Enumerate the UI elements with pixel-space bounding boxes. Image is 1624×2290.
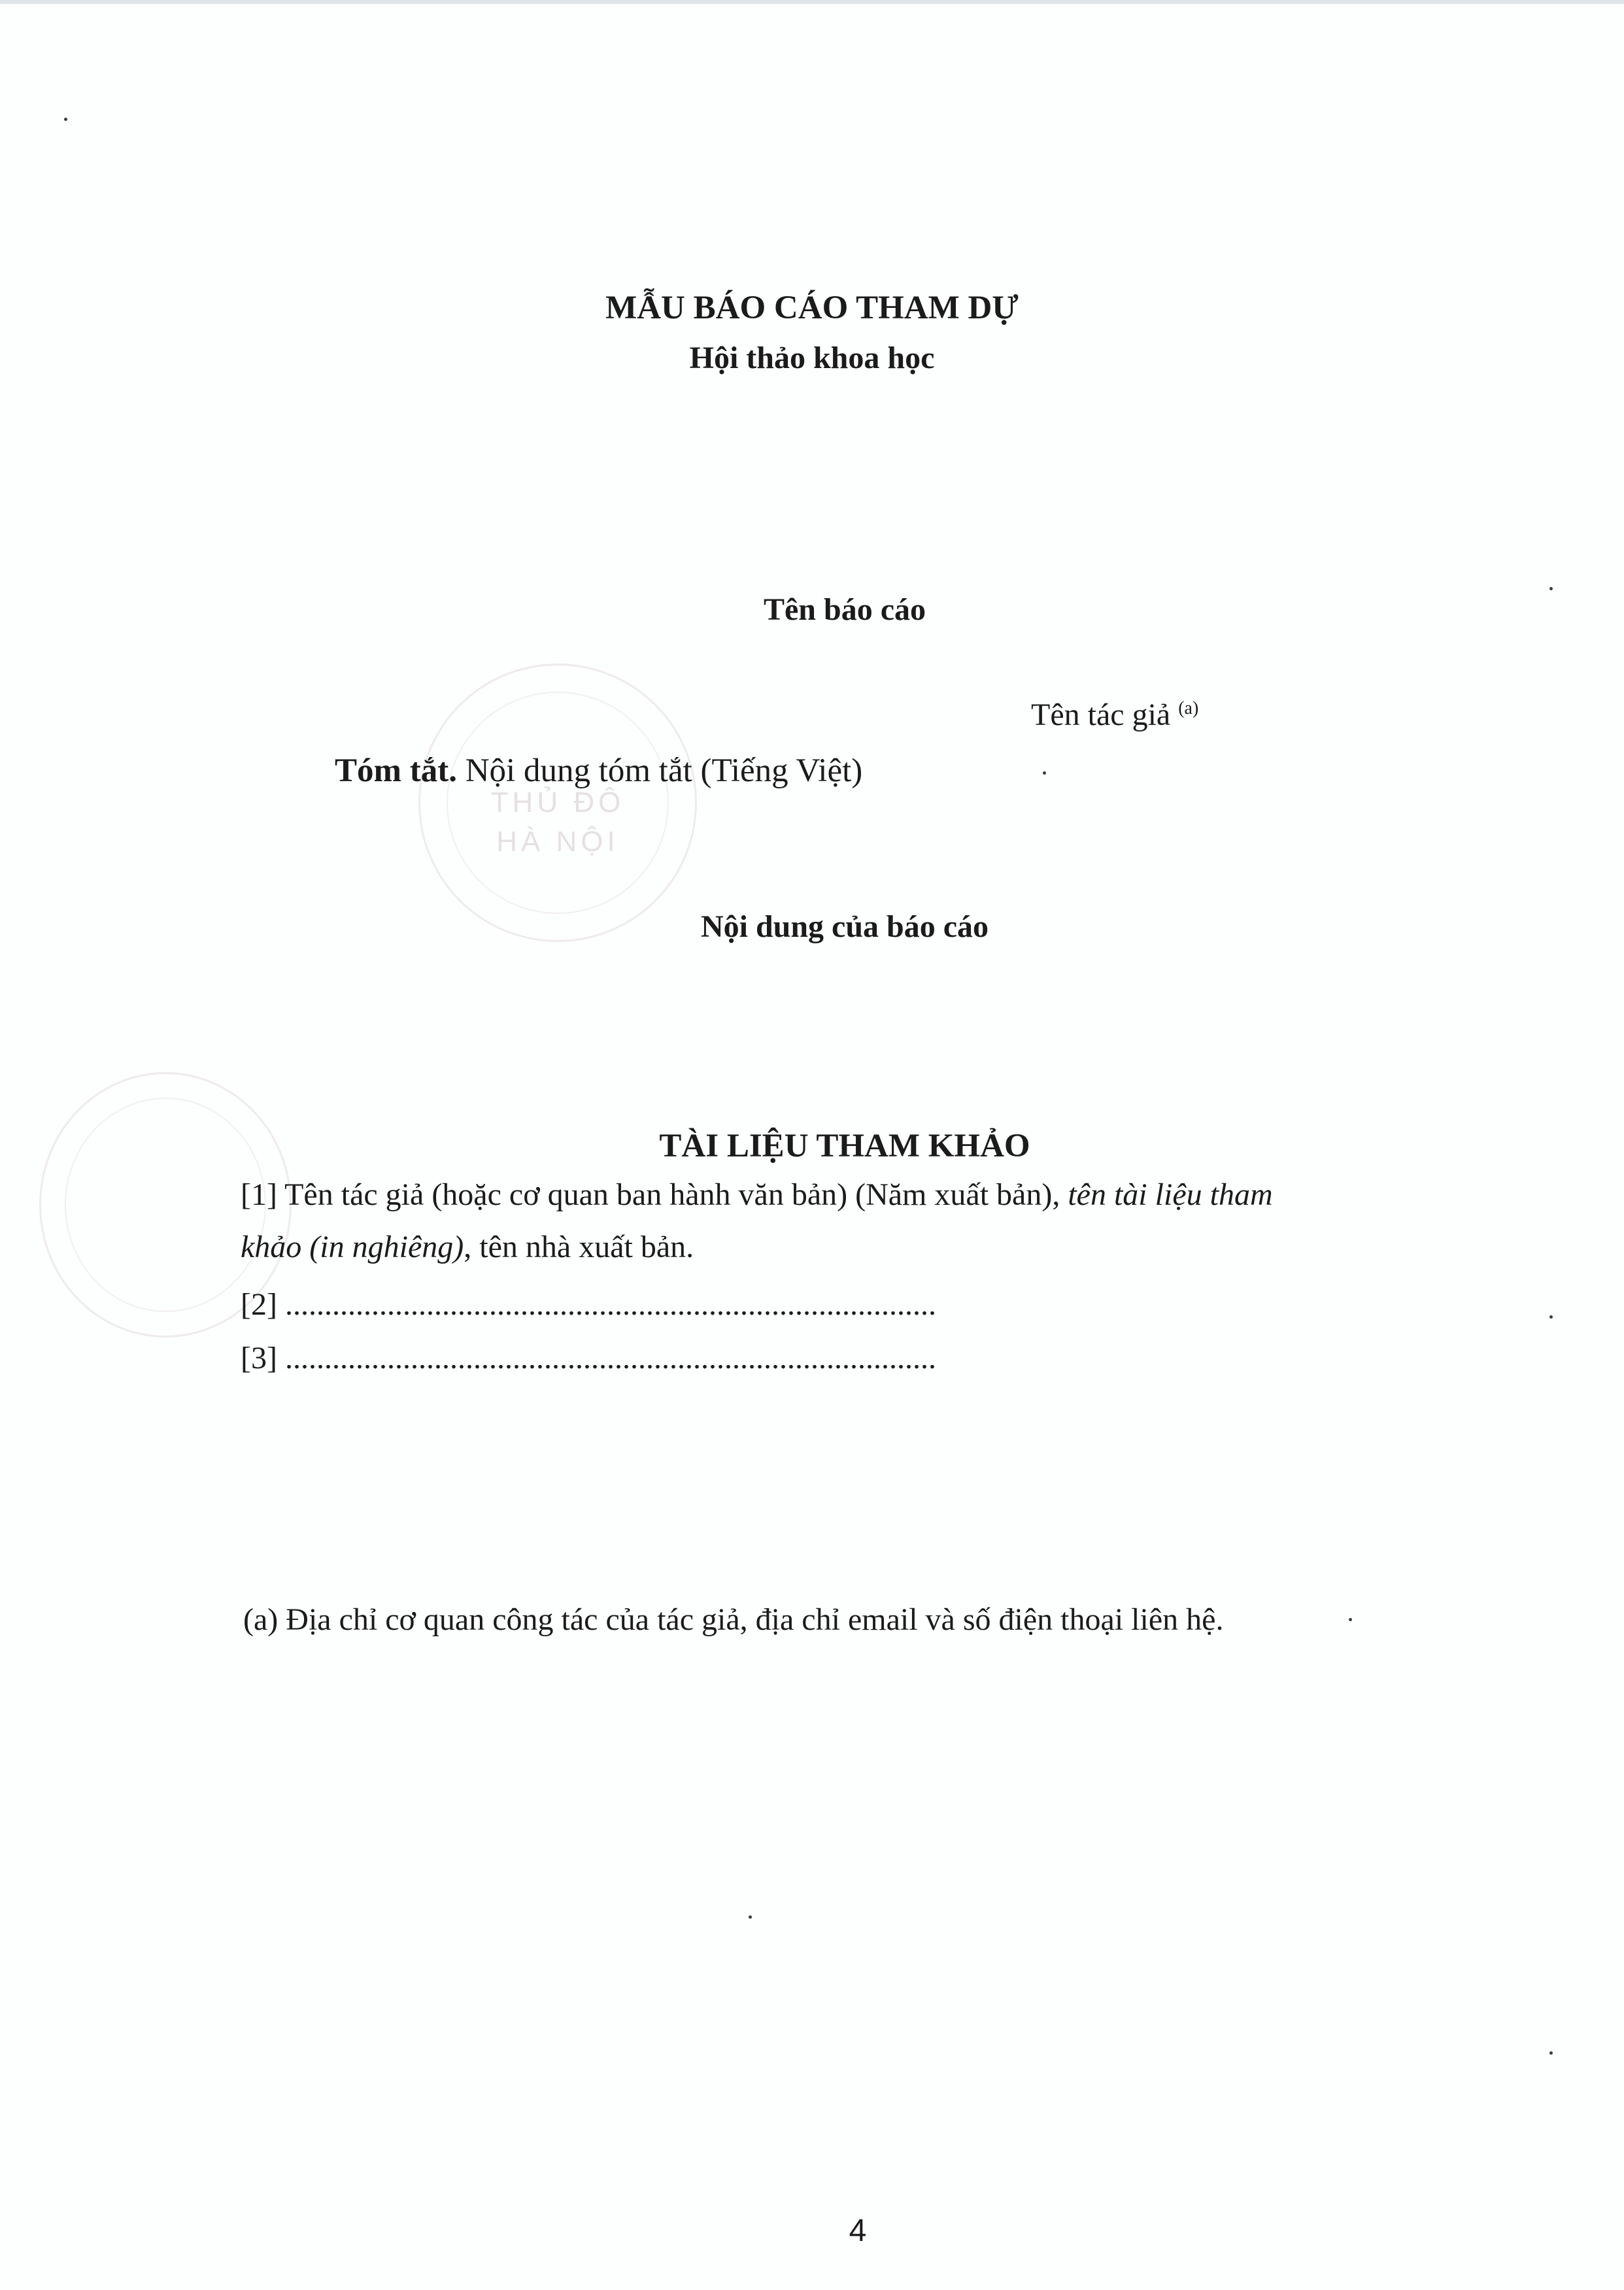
report-name: Tên báo cáo — [763, 592, 926, 627]
stamp-text-1: THỦ ĐÔ — [490, 786, 625, 818]
scan-edge — [0, 0, 1624, 4]
scan-speck — [1549, 2051, 1553, 2055]
author-footnote-marker: (a) — [1178, 698, 1199, 718]
reference-1-line-2 — [241, 1229, 694, 1265]
reference-1-title: tên tài liệu tham — [1068, 1177, 1273, 1212]
scan-speck — [749, 1915, 752, 1919]
scan-speck — [64, 118, 67, 121]
author-name — [1031, 697, 1198, 733]
content-heading: Nội dung của báo cáo — [700, 909, 989, 944]
reference-3: [3] ................................................................................... — [241, 1341, 936, 1375]
references-heading: TÀI LIỆU THAM KHẢO — [659, 1128, 1030, 1164]
scan-speck — [1549, 1315, 1553, 1319]
page-number: 4 — [849, 2214, 867, 2248]
document-title: MẪU BÁO CÁO THAM DỰ — [605, 290, 1019, 326]
stamp-bleed-through — [418, 664, 697, 942]
author-label: Tên tác giả — [1031, 698, 1171, 732]
abstract-text: Nội dung tóm tắt (Tiếng Việt) — [456, 752, 863, 789]
abstract-label: Tóm tắt. — [335, 752, 457, 789]
reference-2: [2] ................................................................................... — [241, 1287, 936, 1322]
reference-1-suffix: , tên nhà xuất bản. — [464, 1230, 694, 1264]
abstract — [335, 752, 862, 790]
document-subtitle: Hội thảo khoa học — [689, 341, 935, 375]
reference-1-title-cont: khảo (in nghiêng) — [241, 1230, 464, 1264]
reference-1-line-1 — [241, 1177, 1457, 1213]
scan-speck — [1043, 771, 1046, 775]
scan-speck — [1349, 1618, 1352, 1621]
footnote: (a) Địa chỉ cơ quan công tác của tác giả, địa chỉ email và số điện thoại liên hệ. — [243, 1602, 1224, 1637]
stamp-text-2: HÀ NỘI — [496, 826, 619, 858]
scan-speck — [1549, 587, 1553, 590]
reference-1-prefix: [1] Tên tác giả (hoặc cơ quan ban hành văn bản) (Năm xuất bản), — [241, 1177, 1068, 1212]
